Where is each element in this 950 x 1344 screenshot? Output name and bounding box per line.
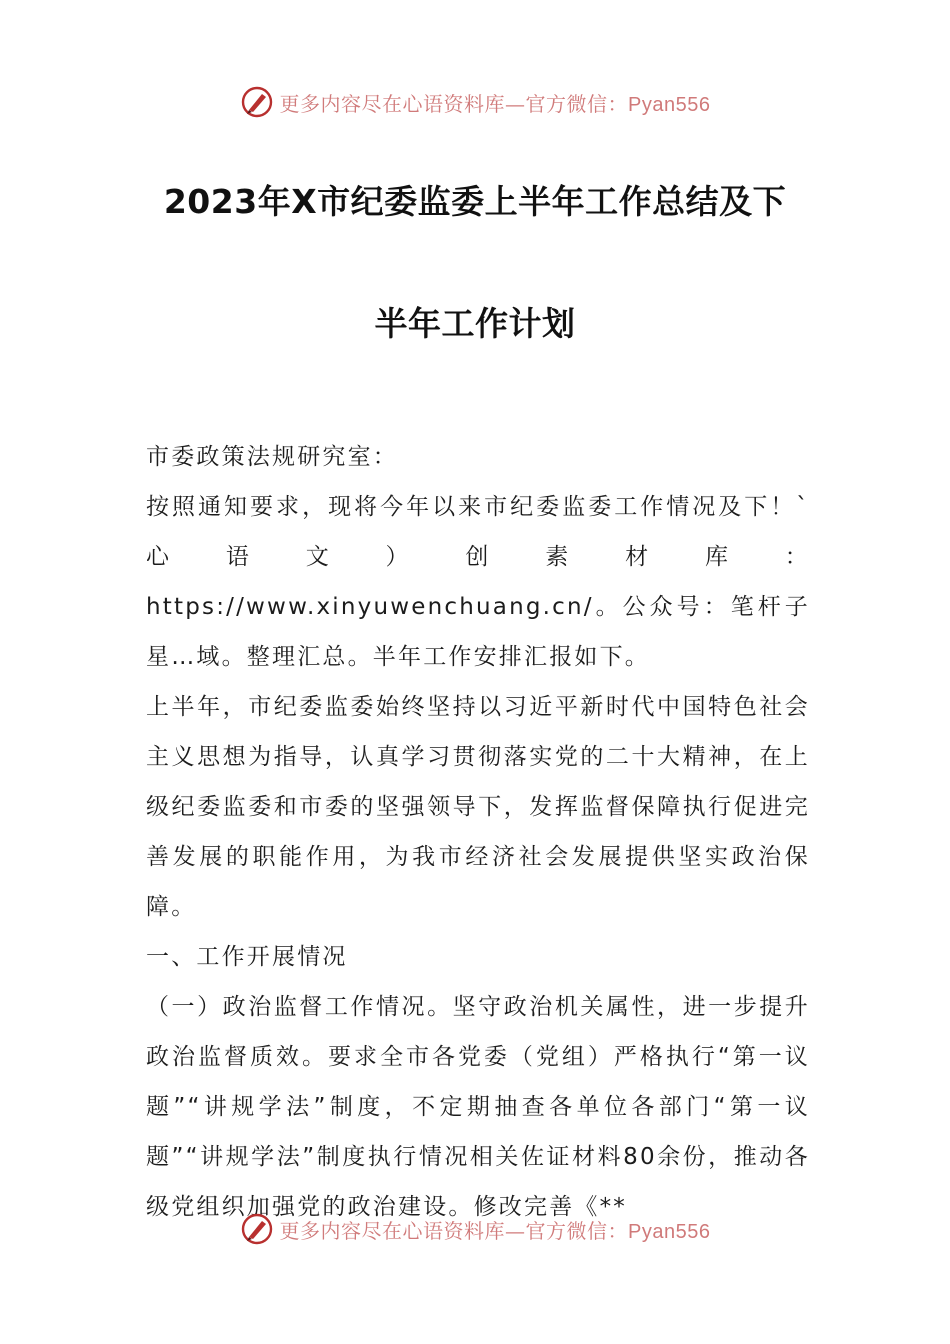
political-supervision-paragraph: （一）政治监督工作情况。坚守政治机关属性，进一步提升政治监督质效。要求全市各党委（党组）严格执行“第一议题”“讲规学法”制度，不定期抽查各单位各部门“第一议题”“讲规学法”制度执行情况相关佐证材料80余份，推动各级党组织加强党的政治建设。修改完善《**: [146, 994, 810, 1220]
header-watermark-banner: [0, 82, 950, 122]
banner-handle: Pyan556: [628, 93, 711, 116]
banner-text: 更多内容尽在心语资料库—官方微信：Pyan556: [279, 1218, 711, 1243]
document-body: [146, 432, 810, 1232]
salutation: 市委政策法规研究室：: [146, 444, 398, 470]
summary-paragraph: 上半年，市纪委监委始终坚持以习近平新时代中国特色社会主义思想为指导，认真学习贯彻落实党的二十大精神，在上级纪委监委和市委的坚强领导下，发挥监督保障执行促进完善发展的职能作用，为我市经济社会发展提供坚实政治保障。: [146, 694, 810, 920]
intro-paragraph: 按照通知要求，现将今年以来市纪委监委工作情况及下！`心语文）创素材库：https://www.xinyuwenchuang.cn/。公众号：笔杆子星…域。整理汇总。半年工作安排汇报如下。: [146, 494, 810, 670]
banner-text: 更多内容尽在心语资料库—官方微信：Pyan556: [279, 91, 711, 116]
document-title-line-1: 2023年X市纪委监委上半年工作总结及下: [163, 182, 787, 221]
footer-watermark-banner: [0, 1209, 950, 1249]
pen-logo-icon: [240, 1212, 274, 1246]
document-title-line-2: 半年工作计划: [374, 304, 576, 343]
pen-logo-icon: [240, 85, 274, 119]
banner-handle: Pyan556: [628, 1220, 711, 1243]
section-heading: 一、工作开展情况: [146, 944, 348, 970]
